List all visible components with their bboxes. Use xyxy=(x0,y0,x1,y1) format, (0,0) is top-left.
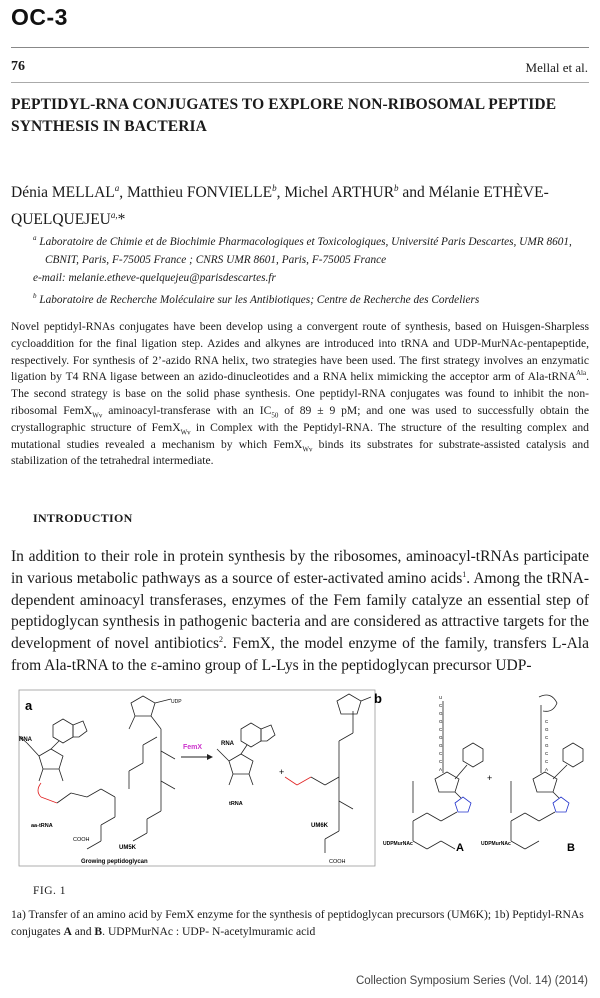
label-rna-product: RNA xyxy=(221,741,234,747)
reaction-arrow-head xyxy=(207,754,213,760)
abstract-subscript: Wv xyxy=(302,444,313,453)
author-separator: , xyxy=(119,184,127,202)
rna-seq-a: A xyxy=(439,767,443,772)
intro-text: . Among the tRNA-dependent aminoacyl transferases, enzymes of the Fem family catalyze an essential step of peptidoglycan synthesis in pathogenic bacteria and are considered as attractive targets for the development of novel antibiotics xyxy=(11,569,589,653)
author-name: Michel ARTHUR xyxy=(284,184,395,202)
label-udp: UDP xyxy=(171,699,182,705)
rna-seq-b: G xyxy=(545,727,549,732)
figure-caption xyxy=(11,906,591,940)
rna-seq-a: G xyxy=(439,719,443,724)
rna-seq-b: G xyxy=(545,743,549,748)
affiliation-item xyxy=(33,287,578,309)
label-conjugate-b: B xyxy=(567,842,575,854)
affiliation-text: Laboratoire de Chimie et de Biochimie Pharmacologiques et Toxicologiques, Université Paris Descartes, UMR 8601, CBNIT, Paris, F-75005 France ; CNRS UMR 8601, Paris, F-75005 France xyxy=(39,235,572,266)
structure-aa-trna xyxy=(19,719,157,849)
label-trna: tRNA xyxy=(229,801,243,807)
author-affil-marker: a, xyxy=(110,210,118,221)
abstract-text: binds its substrates for substrate-assisted catalysis and stabilization of the tetrahedral intermediate. xyxy=(11,437,589,468)
section-heading-introduction: INTRODUCTION xyxy=(33,511,133,525)
author-separator: and xyxy=(398,184,429,202)
panel-a-label: a xyxy=(25,698,33,713)
running-head: Mellal et al. xyxy=(525,60,588,75)
plus-sign-b: + xyxy=(487,773,493,783)
caption-text: . UDPMurNAc : UDP- N-acetylmuramic acid xyxy=(102,925,316,938)
affiliation-text: Laboratoire de Recherche Moléculaire sur les Antibiotiques; Centre de Recherche des Cordeliers xyxy=(39,293,480,306)
section-code: OC-3 xyxy=(11,4,68,30)
affiliation-list xyxy=(33,229,578,309)
abstract-subscript: 50 xyxy=(271,411,279,420)
structure-trna-product xyxy=(217,723,275,785)
label-udpmurnac-b: UDPMurNAc xyxy=(481,841,511,847)
rna-seq-b: A xyxy=(545,767,549,772)
structure-um5k xyxy=(129,696,175,841)
intro-text: . FemX, the model enzyme of the family, transfers L-Ala from Ala-tRNA to the ε-amino group of L-Lys in the peptidoglycan precursor UDP- xyxy=(11,635,589,674)
label-um6k: UM6K xyxy=(311,823,329,829)
caption-text: 1a) Transfer of an amino acid by FemX enzyme for the synthesis of peptidoglycan precursors (UM6K); 1b) Peptidyl-RNAs conjugates xyxy=(11,908,584,938)
label-rna: RNA xyxy=(19,737,32,743)
figure-1 xyxy=(11,681,589,873)
page-number: 76 xyxy=(11,59,25,74)
abstract-superscript: Ala xyxy=(575,369,587,378)
rna-seq-a: G xyxy=(439,743,443,748)
intro-text: In addition to their role in protein synthesis by the ribosomes, aminoacyl-tRNAs participate in various metabolic pathways as a source of ester-activated amino acids xyxy=(11,548,589,587)
author-name: Mélanie ETHÈVE-QUELQUEJEU xyxy=(11,184,549,229)
figure-1-graphic xyxy=(11,681,589,873)
rna-seq-a-top: U xyxy=(439,695,443,700)
affiliation-marker: b xyxy=(33,291,37,300)
label-cooh: COOH xyxy=(73,837,90,843)
author-name: Dénia MELLAL xyxy=(11,184,115,202)
rna-seq-a: C xyxy=(439,759,443,764)
label-aa-trna: aa-tRNA xyxy=(31,823,53,829)
rna-seq-a: C xyxy=(439,703,443,708)
affiliation-email[interactable] xyxy=(33,269,578,287)
abstract-text: in Complex with the Peptidyl-RNA. The structure of the resulting complex and mutational studies revealed a mechanism by which FemX xyxy=(11,420,589,451)
author-separator: , xyxy=(276,184,285,202)
abstract xyxy=(11,319,589,470)
footer-series: Collection Symposium Series (Vol. 14) (2014) xyxy=(355,975,588,987)
rna-seq-a: C xyxy=(439,751,443,756)
article-title: PEPTIDYL-RNA CONJUGATES TO EXPLORE NON-RIBOSOMAL PEPTIDE SYNTHESIS IN BACTERIA xyxy=(11,96,557,135)
rna-seq-b: C xyxy=(545,751,549,756)
abstract-subscript: Wv xyxy=(92,411,103,420)
structure-conjugate-a xyxy=(413,701,483,849)
rna-seq-a: C xyxy=(439,727,443,732)
caption-text: and xyxy=(71,925,95,938)
corresponding-author-marker: * xyxy=(117,211,126,229)
email-text[interactable]: e-mail: melanie.etheve-quelquejeu@parisdescartes.fr xyxy=(33,271,276,284)
author-affil-marker: a xyxy=(114,183,120,193)
author-name: Matthieu FONVIELLE xyxy=(126,184,273,202)
caption-bold-b: B xyxy=(94,925,103,938)
abstract-text: Novel peptidyl-RNAs conjugates have been develop using a convergent route of synthesis, based on Huisgen-Sharpless cycloaddition for the final ligation step. Azides and alkynes are introduced into tRNA and UDP-MurNAc-pentapeptide, respectively. For synthesis of 2’-azido RNA helix, two strategies have been used. The first strategy involves an enzymatic ligation by T4 RNA ligase between an azido-dinucleotides and a RNA helix mimicking the acceptor arm of Ala-tRNA xyxy=(11,320,589,384)
label-conjugate-a: A xyxy=(456,842,464,854)
reference-marker[interactable]: 1 xyxy=(462,569,467,579)
rna-seq-b: C xyxy=(545,759,549,764)
panel-b-label: b xyxy=(374,691,382,706)
reference-marker[interactable]: 2 xyxy=(219,635,223,645)
label-growing-peptidoglycan: Growing peptidoglycan xyxy=(81,859,148,865)
author-affil-marker: b xyxy=(394,183,399,193)
author-affil-marker: b xyxy=(272,183,277,193)
header-rule xyxy=(11,47,589,48)
introduction-paragraph xyxy=(11,546,589,677)
label-udpmurnac-a: UDPMurNAc xyxy=(383,841,413,847)
abstract-subscript: Wv xyxy=(180,428,191,437)
rna-seq-a: G xyxy=(439,711,443,716)
abstract-text: of 89 ± 9 pM; and one was used to successfully obtain the crystallographic structure of FemX xyxy=(11,403,589,434)
affiliation-marker: a xyxy=(33,234,37,242)
caption-bold-a: A xyxy=(63,925,72,938)
label-femx: FemX xyxy=(183,744,203,751)
rna-seq-a: G xyxy=(439,735,443,740)
label-cooh-product: COOH xyxy=(329,859,346,865)
figure-label: FIG. 1 xyxy=(33,885,67,897)
author-list xyxy=(11,177,596,231)
abstract-text: aminoacyl-transferase with an IC xyxy=(102,403,272,417)
header-divider xyxy=(11,82,589,83)
rna-seq-b: C xyxy=(545,719,549,724)
label-um5k: UM5K xyxy=(119,845,137,851)
affiliation-item xyxy=(33,229,578,269)
abstract-text: . The second strategy is base on the solid phase synthesis. One peptidyl-RNA conjugates was found to inhibit the non-ribosomal FemX xyxy=(11,370,589,417)
plus-sign: + xyxy=(279,767,285,777)
structure-um6k xyxy=(285,694,371,853)
rna-seq-b: C xyxy=(545,735,549,740)
